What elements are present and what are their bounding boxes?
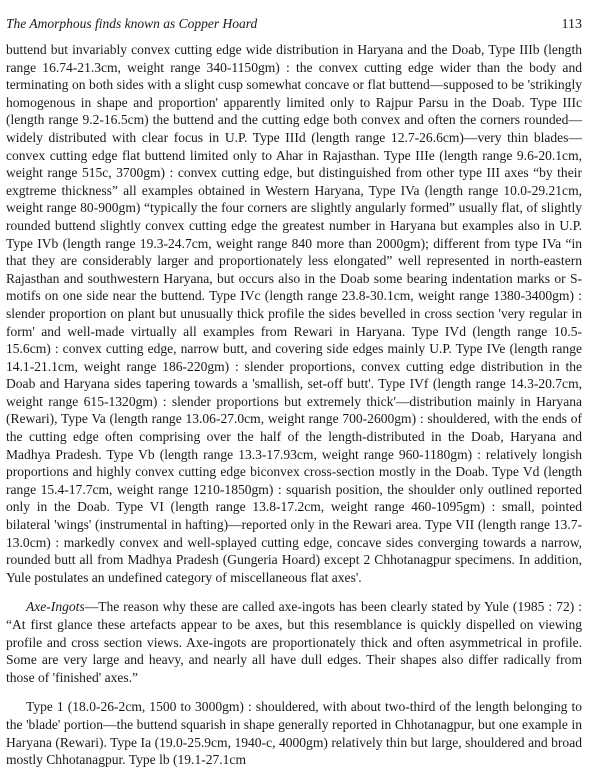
paragraph-axe-ingots-text: —The reason why these are called axe-ingots has been clearly stated by Yule (1985 : 72) : “At first glance these artefacts appear to be axes, but this resemblance is quickly dispelled on viewing profile and cross section views. Axe-ingots are proportionately thick and often asymmetrical in profile. Some are very large and heavy, and nearly all have dull edges. Their shapes also differ radically from those of 'finished' axes.” xyxy=(6,599,582,685)
page-header xyxy=(6,16,582,38)
running-head: The Amorphous finds known as Copper Hoard xyxy=(6,16,258,31)
run-in-heading-axe-ingots: Axe-Ingots xyxy=(26,599,85,615)
body-text xyxy=(6,41,582,769)
paragraph-type-1: Type 1 (18.0-26-2cm, 1500 to 3000gm) : shouldered, with about two-third of the length belonging to the 'blade' portion—the buttend squarish in shape generally reported in Chhotanagpur, but one example in Haryana (Rewari). Type Ia (19.0-25.9cm, 1940-c, 4000gm) relatively thin but large, shouldered and broad mostly Chhotanagpur. Type lb (19.1-27.1cm xyxy=(6,699,582,768)
page-number: 113 xyxy=(561,17,582,32)
paragraph-axe-ingots xyxy=(6,598,582,686)
paragraph-axe-types: buttend but invariably convex cutting edge wide distribution in Haryana and the Doab, Type IIIb (length range 16.74-21.3cm, weight range 340-1150gm) : the convex cutting edge wider than the body and terminating on both sides with a slight cusp somewhat concave or flat buttend—supposed to be 'strikingly homogenous in shape and proportion' apparently limited only to Rajpur Parsu in the Doab. Type IIIc (length range 9.2-16.5cm) the buttend and the cutting edge both convex and often the corners rounded—widely distributed with clear focus in U.P. Type IIId (length range 12.7-26.6cm)—very thin blades—convex cutting edge flat buttend limited only to Ahar in Rajasthan. Type IIIe (length range 9.6-20.1cm, weight range 515c, 3700gm) : convex cutting edge, but distinguished from other type III axes “by their exgtreme thickness” all examples obtained in Western Haryana, Type IVa (length range 10.0-29.21cm, weight range 80-900gm) “typically the four corners are slightly angularly formed” usually flat, of slightly rounded buttend slightly convex cutting edge the greatest number in Haryana but examples also in U.P. Type IVb (length range 19.3-24.7cm, weight range 840 more than 2000gm); different from type IVa “in that they are considerably larger and proportionately less elongated” well represented in north-eastern Rajasthan and southwestern Haryana, but occurs also in the Doab some bearing indentation marks or S-motifs on one side near the buttend. Type IVc (length range 23.8-30.1cm, weight range 1380-3400gm) : slender proportion on plant but unusually thick profile the sides bevelled in cross section 'very regular in form' and well-made virtually all examples from Rewari in Haryana. Type IVd (length range 10.5-15.6cm) : convex cutting edge, narrow butt, and covering side edges mainly U.P. Type IVe (length range 14.1-21.1cm, weight range 186-220gm) : slender proportions, convex cutting edge distribution in the Doab and Haryana sides tapering towards a 'smallish, set-off butt'. Type IVf (length range 14.3-20.7cm, weight range 615-1320gm) : slender proportions but extremely thick'—distribution mainly in Haryana (Rewari), Type Va (length range 13.06-27.0cm, weight range 700-2600gm) : shouldered, with the ends of the cutting edge often comprising over the half of the length-distributed in the Doab, Haryana and Madhya Pradesh. Type Vb (length range 13.3-17.93cm, weight range 960-1180gm) : relatively longish proportions and highly convex cutting edge biconvex cross-section mostly in the Doab. Type Vd (length range 15.4-17.7cm, weight range 1210-1850gm) : squarish position, the shoulder only outlined reported only in the Doab. Type VI (length range 13.8-17.2cm, weight range 460-1095gm) : small, pointed bilateral 'wings' (instrumental in hafting)—reported only in the Rewari area. Type VII (length range 13.7-13.0cm) : markedly convex and well-splayed cutting edge, concave sides converging towards a narrow, rounded butt all from Madhya Pradesh (Gungeria Hoard) except 2 Chhotanagpur specimens. In addition, Yule postulates an undefined category of miscellaneous flat axes'. xyxy=(6,42,582,585)
